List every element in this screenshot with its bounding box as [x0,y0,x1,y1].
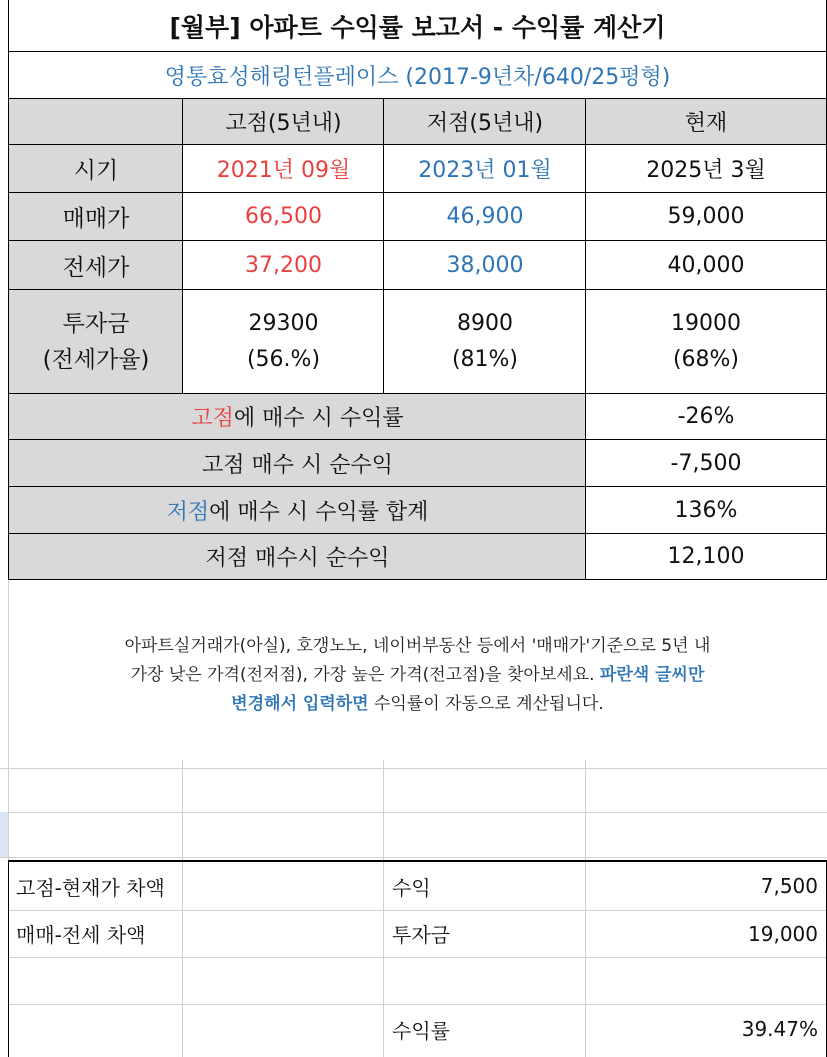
high-profit-label: 고점 매수 시 순수익 [8,440,586,487]
invest-high-amount: 29300 [248,310,319,336]
jeonse-high-cell[interactable]: 37,200 [182,241,384,290]
note-line-2b: 파란색 글씨만 [599,665,705,685]
period-low-cell[interactable]: 2023년 01월 [383,145,586,193]
low-return-rest: 에 매수 시 수익률 합계 [209,499,429,525]
high-return-value[interactable]: -26% [585,394,827,440]
jeonse-now-cell[interactable]: 40,000 [585,241,827,290]
row-label-jeonse: 전세가 [8,241,183,290]
note-line-3a: 변경해서 입력하면 [231,694,369,714]
sale-now-cell[interactable]: 59,000 [585,193,827,241]
row-label-period: 시기 [8,145,183,193]
header-now: 현재 [585,99,827,145]
invest-low-amount: 8900 [457,310,513,336]
invest-now-amount: 19000 [671,310,741,336]
diff-high-now-label: 고점-현재가 차액 [16,875,165,900]
invest-now-ratio: (68%) [672,346,740,372]
row-label-invest [8,290,183,394]
high-return-rest: 에 매수 시 수익률 [233,406,404,431]
invest-label-line2: (전세가율) [42,346,150,373]
page-title: [월부] 아파트 수익률 보고서 - 수익률 계산기 [8,0,827,52]
apartment-subtitle: 영통효성해링턴플레이스 (2017-9년차/640/25평형) [8,52,827,99]
invest-high-cell[interactable] [182,290,384,394]
period-high-cell[interactable]: 2021년 09월 [182,145,384,193]
note-line-2a: 가장 낮은 가격(전저점), 가장 높은 가격(전고점)을 찾아보세요. [130,665,600,685]
high-return-label [8,394,586,440]
low-profit-value[interactable]: 12,100 [585,534,827,580]
rate-label: 수익률 [392,1018,450,1043]
period-now-cell[interactable]: 2025년 3월 [585,145,827,193]
low-return-label [8,487,586,534]
high-profit-value[interactable]: -7,500 [585,440,827,487]
note-line-3 [20,690,815,719]
header-high: 고점(5년내) [182,99,384,145]
jeonse-low-cell[interactable]: 38,000 [383,241,586,290]
sale-high-cell[interactable]: 66,500 [182,193,384,241]
low-return-value[interactable]: 136% [585,487,827,534]
rate-value[interactable]: 39.47% [741,1017,818,1041]
profit-label: 수익 [392,875,431,900]
invest-now-cell[interactable] [585,290,827,394]
invest-high-ratio: (56.%) [246,346,321,372]
low-return-colored: 저점 [166,499,210,525]
header-empty-cell [8,99,183,145]
profit-value[interactable]: 7,500 [760,874,818,898]
note-line-1: 아파트실거래가(아실), 호갱노노, 네이버부동산 등에서 '매매가'기준으로 5년 내 [124,636,711,656]
invest-label: 투자금 [392,923,450,947]
row-label-sale: 매매가 [8,193,183,241]
header-low: 저점(5년내) [383,99,586,145]
invest-low-cell[interactable] [383,290,586,394]
instruction-note [20,632,815,719]
note-line-3b: 수익률이 자동으로 계산됩니다. [368,694,604,714]
invest-low-ratio: (81%) [451,346,519,372]
note-line-2 [20,661,815,690]
invest-label-line1: 투자금 [62,310,130,337]
sale-low-cell[interactable]: 46,900 [383,193,586,241]
diff-sale-jeonse-label: 매매-전세 차액 [16,923,146,947]
low-profit-label: 저점 매수시 순수익 [8,534,586,580]
invest-value[interactable]: 19,000 [748,921,818,946]
high-return-colored: 고점 [191,406,234,431]
